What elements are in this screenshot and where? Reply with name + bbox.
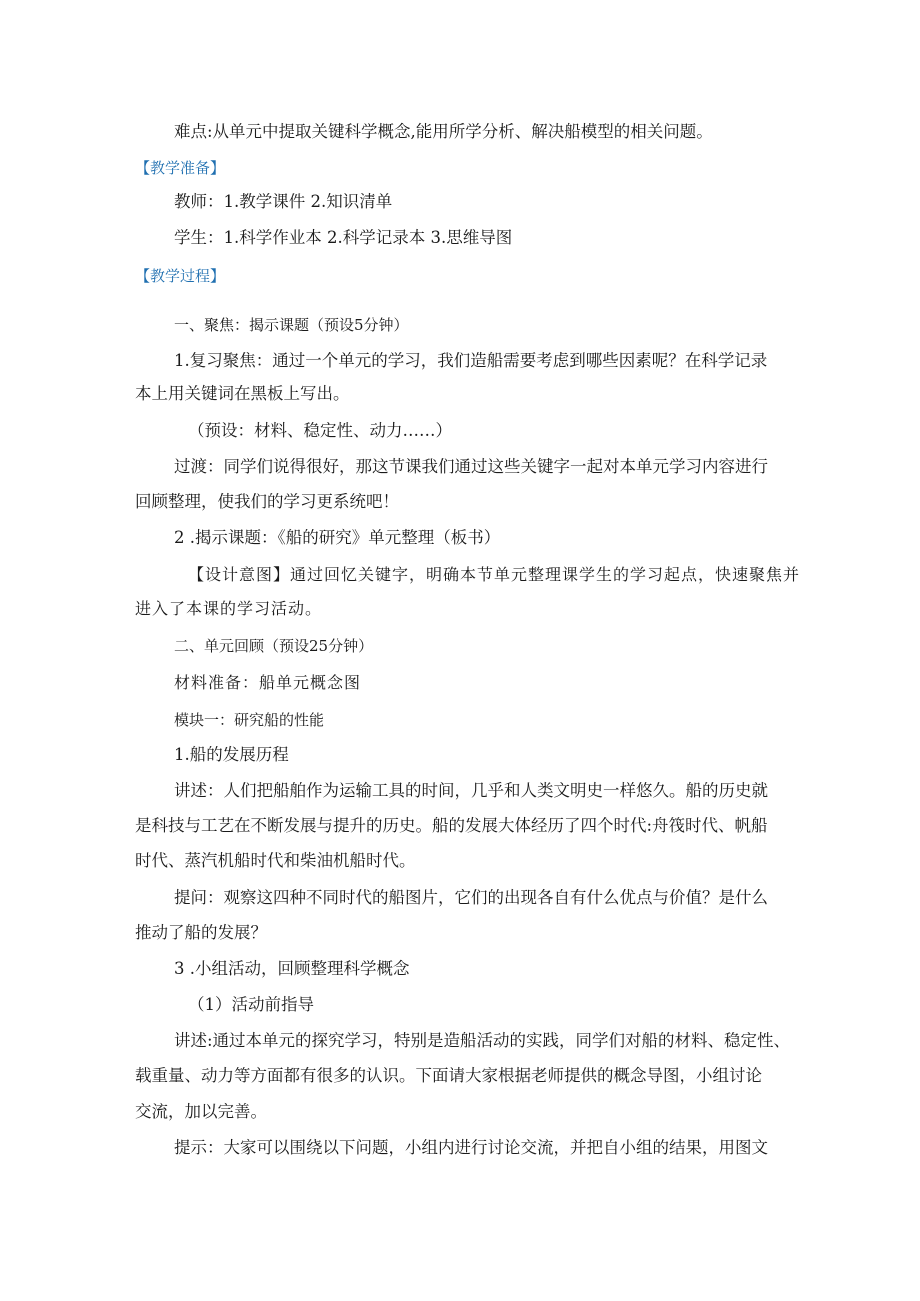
student-prep: 学生：1.科学作业本 2.科学记录本 3.思维导图: [174, 228, 513, 247]
lecture1-line-3: 时代、蒸汽机船时代和柴油机船时代。: [135, 851, 416, 870]
teacher-prep: 教师：1.教学课件 2.知识清单: [174, 192, 393, 211]
preset-answer: （预设：材料、稳定性、动力……）: [188, 421, 452, 440]
prep-heading: 【教学准备】: [135, 159, 226, 177]
question-line-2: 推动了船的发展？: [135, 923, 267, 942]
lecture1-line-1: 讲述：人们把船舶作为运输工具的时间，几乎和人类文明史一样悠久。船的历史就: [174, 781, 768, 800]
lecture2-line-1: 讲述:通过本单元的探究学习，特别是造船活动的实践，同学们对船的材料、稳定性、: [174, 1031, 791, 1050]
lecture1-line-2: 是科技与工艺在不断发展与提升的历史。船的发展大体经历了四个时代:舟筏时代、帆船: [135, 816, 768, 835]
design-intent-line-2: 进入了本课的学习活动。: [135, 599, 323, 618]
lecture2-line-2: 载重量、动力等方面都有很多的认识。下面请大家根据老师提供的概念导图，小组讨论: [135, 1066, 762, 1085]
hint-line-1: 提示：大家可以围绕以下问题，小组内进行讨论交流，并把自小组的结果，用图文: [174, 1138, 768, 1157]
review-line-1: 1.复习聚焦：通过一个单元的学习，我们造船需要考虑到哪些因素呢？在科学记录: [174, 351, 768, 370]
group-activity-title: 3 .小组活动，回顾整理科学概念: [174, 959, 410, 978]
process-heading: 【教学过程】: [135, 267, 226, 285]
review-line-2: 本上用关键词在黑板上写出。: [135, 384, 350, 403]
module1-title: 模块一：研究船的性能: [174, 711, 325, 729]
materials-line: 材料准备：船单元概念图: [174, 673, 362, 692]
section1-title: 一、聚焦：揭示课题（预设5分钟）: [174, 316, 409, 334]
reveal-topic: 2 .揭示课题：《船的研究》单元整理（板书）: [174, 528, 501, 547]
question-line-1: 提问：观察这四种不同时代的船图片，它们的出现各自有什么优点与价值？是什么: [174, 888, 768, 907]
transition-line-1: 过渡：同学们说得很好，那这节课我们通过这些关键字一起对本单元学习内容进行: [174, 457, 768, 476]
ship-history-title: 1.船的发展历程: [174, 745, 289, 764]
pre-activity-title: （1）活动前指导: [188, 995, 314, 1014]
section2-title: 二、单元回顾（预设25分钟）: [174, 637, 374, 655]
design-intent-line-1: 【设计意图】通过回忆关键字，明确本节单元整理课学生的学习起点，快速聚焦并: [188, 565, 801, 584]
difficulty-line: 难点:从单元中提取关键科学概念,能用所学分析、解决船模型的相关问题。: [174, 122, 713, 141]
transition-line-2: 回顾整理，使我们的学习更系统吧！: [135, 492, 399, 511]
lecture2-line-3: 交流，加以完善。: [135, 1102, 267, 1121]
